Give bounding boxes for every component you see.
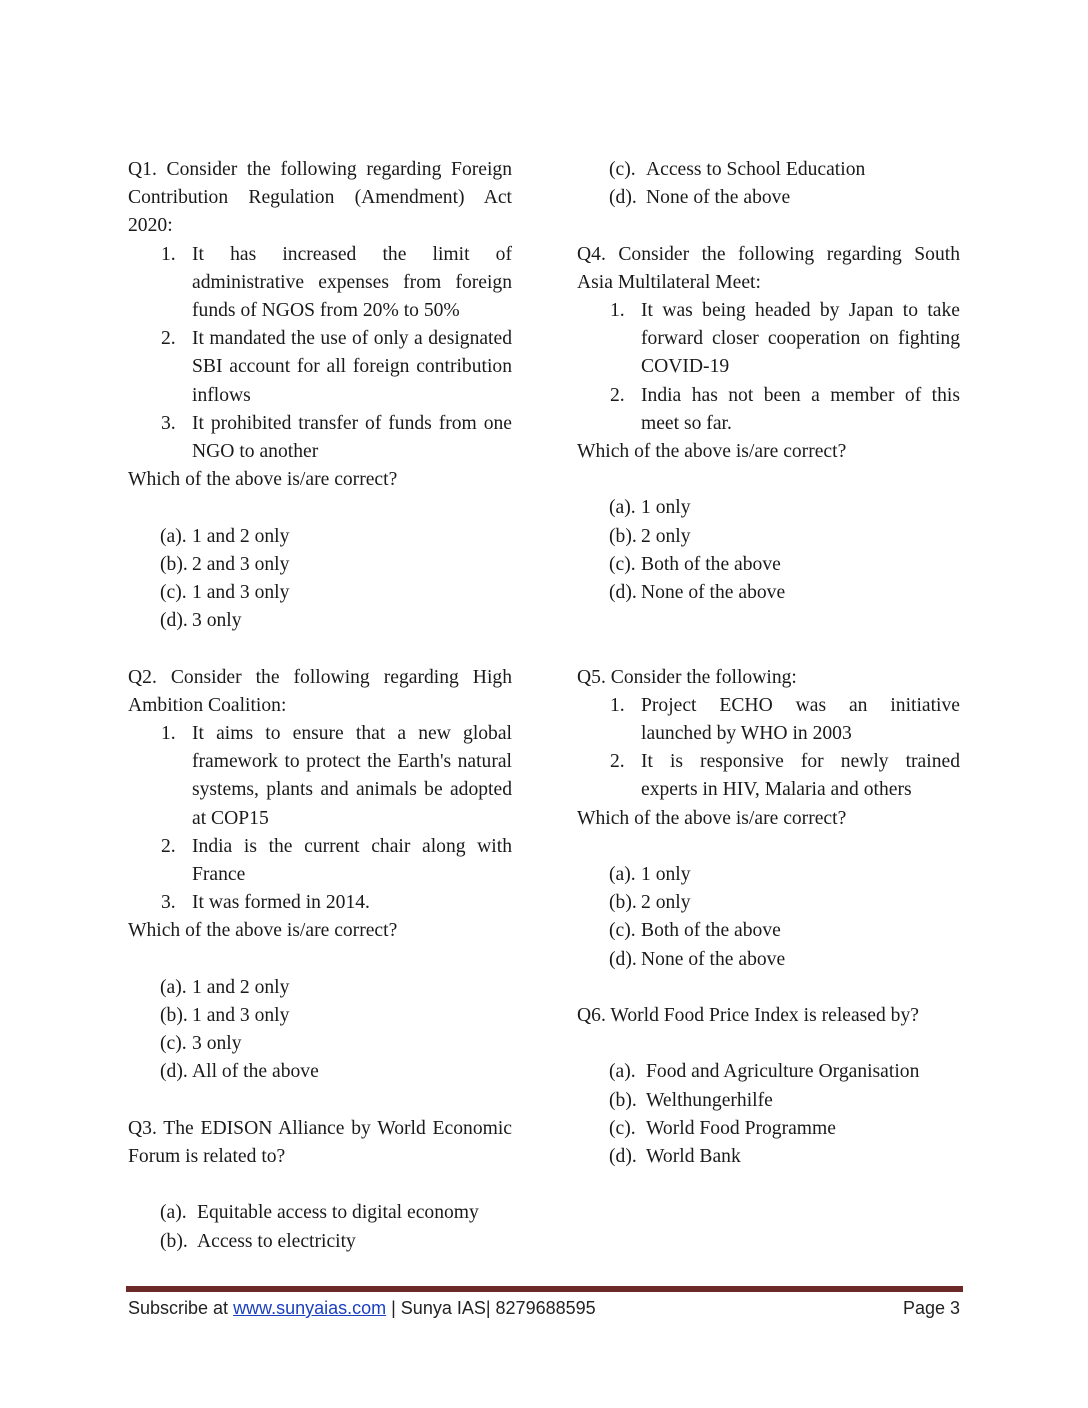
option-list xyxy=(577,1058,960,1171)
option-list xyxy=(577,494,960,607)
statement: 1. It was being headed by Japan to take forward closer cooperation on fighting COVID-19 xyxy=(610,300,960,378)
footer-divider xyxy=(126,1286,963,1292)
statement: 1. Project ECHO was an initiative launched by WHO in 2003 xyxy=(610,694,960,745)
question-4 xyxy=(577,241,960,608)
question-6 xyxy=(577,1002,960,1171)
statement: 3. It was formed in 2014. xyxy=(161,892,370,914)
right-column xyxy=(577,156,960,1199)
left-column xyxy=(128,156,512,1284)
option: (d). None of the above xyxy=(609,948,786,970)
statement-list xyxy=(128,720,512,917)
option: (c). 1 and 3 only xyxy=(160,582,290,604)
option: (d). All of the above xyxy=(160,1061,319,1083)
question-1 xyxy=(128,156,512,635)
option-list xyxy=(577,156,960,212)
option: (c). World Food Programme xyxy=(609,1117,836,1139)
question-3 xyxy=(128,1115,512,1256)
question-stem: Q6. World Food Price Index is released by? xyxy=(577,1005,919,1027)
statement-list xyxy=(577,692,960,805)
option: (c). Access to School Education xyxy=(609,159,866,180)
option: (a). 1 only xyxy=(609,497,691,519)
question-stem: Q5. Consider the following: xyxy=(577,666,797,688)
question-prompt: Which of the above is/are correct? xyxy=(128,920,398,942)
statement: 2. It mandated the use of only a designated SBI account for all foreign contribution inflows xyxy=(161,328,512,406)
option-list xyxy=(128,1199,512,1255)
statement: 2. It is responsive for newly trained experts in HIV, Malaria and others xyxy=(610,751,960,801)
question-5 xyxy=(577,664,960,974)
question-prompt: Which of the above is/are correct? xyxy=(128,469,398,491)
option-list xyxy=(128,974,512,1087)
statement: 2. India is the current chair along with France xyxy=(161,835,512,886)
option: (d). None of the above xyxy=(609,582,786,604)
question-2 xyxy=(128,664,512,1087)
option: (a). 1 and 2 only xyxy=(160,976,290,998)
option: (b). Welthungerhilfe xyxy=(609,1089,773,1111)
option: (a). 1 only xyxy=(609,864,691,886)
option-list xyxy=(577,861,960,974)
option: (c). Both of the above xyxy=(609,553,781,575)
option: (d). World Bank xyxy=(609,1146,741,1168)
question-stem: Q3. The EDISON Alliance by World Economic Forum is related to? xyxy=(128,1117,512,1168)
footer-subscribe: Subscribe at www.sunyaias.com | Sunya IAS| 8279688595 xyxy=(128,1298,596,1318)
question-prompt: Which of the above is/are correct? xyxy=(577,807,847,829)
statement: 3. It prohibited transfer of funds from one NGO to another xyxy=(161,412,512,463)
question-stem: Q2. Consider the following regarding High Ambition Coalition: xyxy=(128,666,512,716)
option: (b). 2 only xyxy=(609,525,691,547)
statement: 1. It has increased the limit of administrative expenses from foreign funds of NGOS from 20% to 50% xyxy=(161,243,512,322)
statement-list xyxy=(128,241,512,467)
option: (d). 3 only xyxy=(160,610,242,632)
option: (c). 3 only xyxy=(160,1033,242,1055)
question-stem: Q4. Consider the following regarding South Asia Multilateral Meet: xyxy=(577,243,960,293)
option: (b). 2 only xyxy=(609,892,691,914)
page-number: Page 3 xyxy=(902,1298,960,1318)
option: (c). Both of the above xyxy=(609,920,781,942)
option: (b). Access to electricity xyxy=(160,1230,356,1252)
option-list xyxy=(128,523,512,636)
statement-list xyxy=(577,297,960,438)
option: (a). 1 and 2 only xyxy=(160,525,290,547)
statement: 2. India has not been a member of this meet so far. xyxy=(610,384,960,434)
question-stem: Q1. Consider the following regarding Foreign Contribution Regulation (Amendment) Act 2020: xyxy=(128,159,512,237)
question-prompt: Which of the above is/are correct? xyxy=(577,441,847,463)
option: (d). None of the above xyxy=(609,187,791,209)
option: (b). 1 and 3 only xyxy=(160,1005,290,1027)
option: (a). Equitable access to digital economy xyxy=(160,1202,479,1224)
question-3-continued xyxy=(577,156,960,212)
option: (b). 2 and 3 only xyxy=(160,553,290,575)
option: (a). Food and Agriculture Organisation xyxy=(609,1061,920,1083)
website-link[interactable]: www.sunyaias.com xyxy=(233,1298,387,1318)
statement: 1. It aims to ensure that a new global framework to protect the Earth's natural systems, plants and animals be adopted at COP15 xyxy=(161,723,512,829)
